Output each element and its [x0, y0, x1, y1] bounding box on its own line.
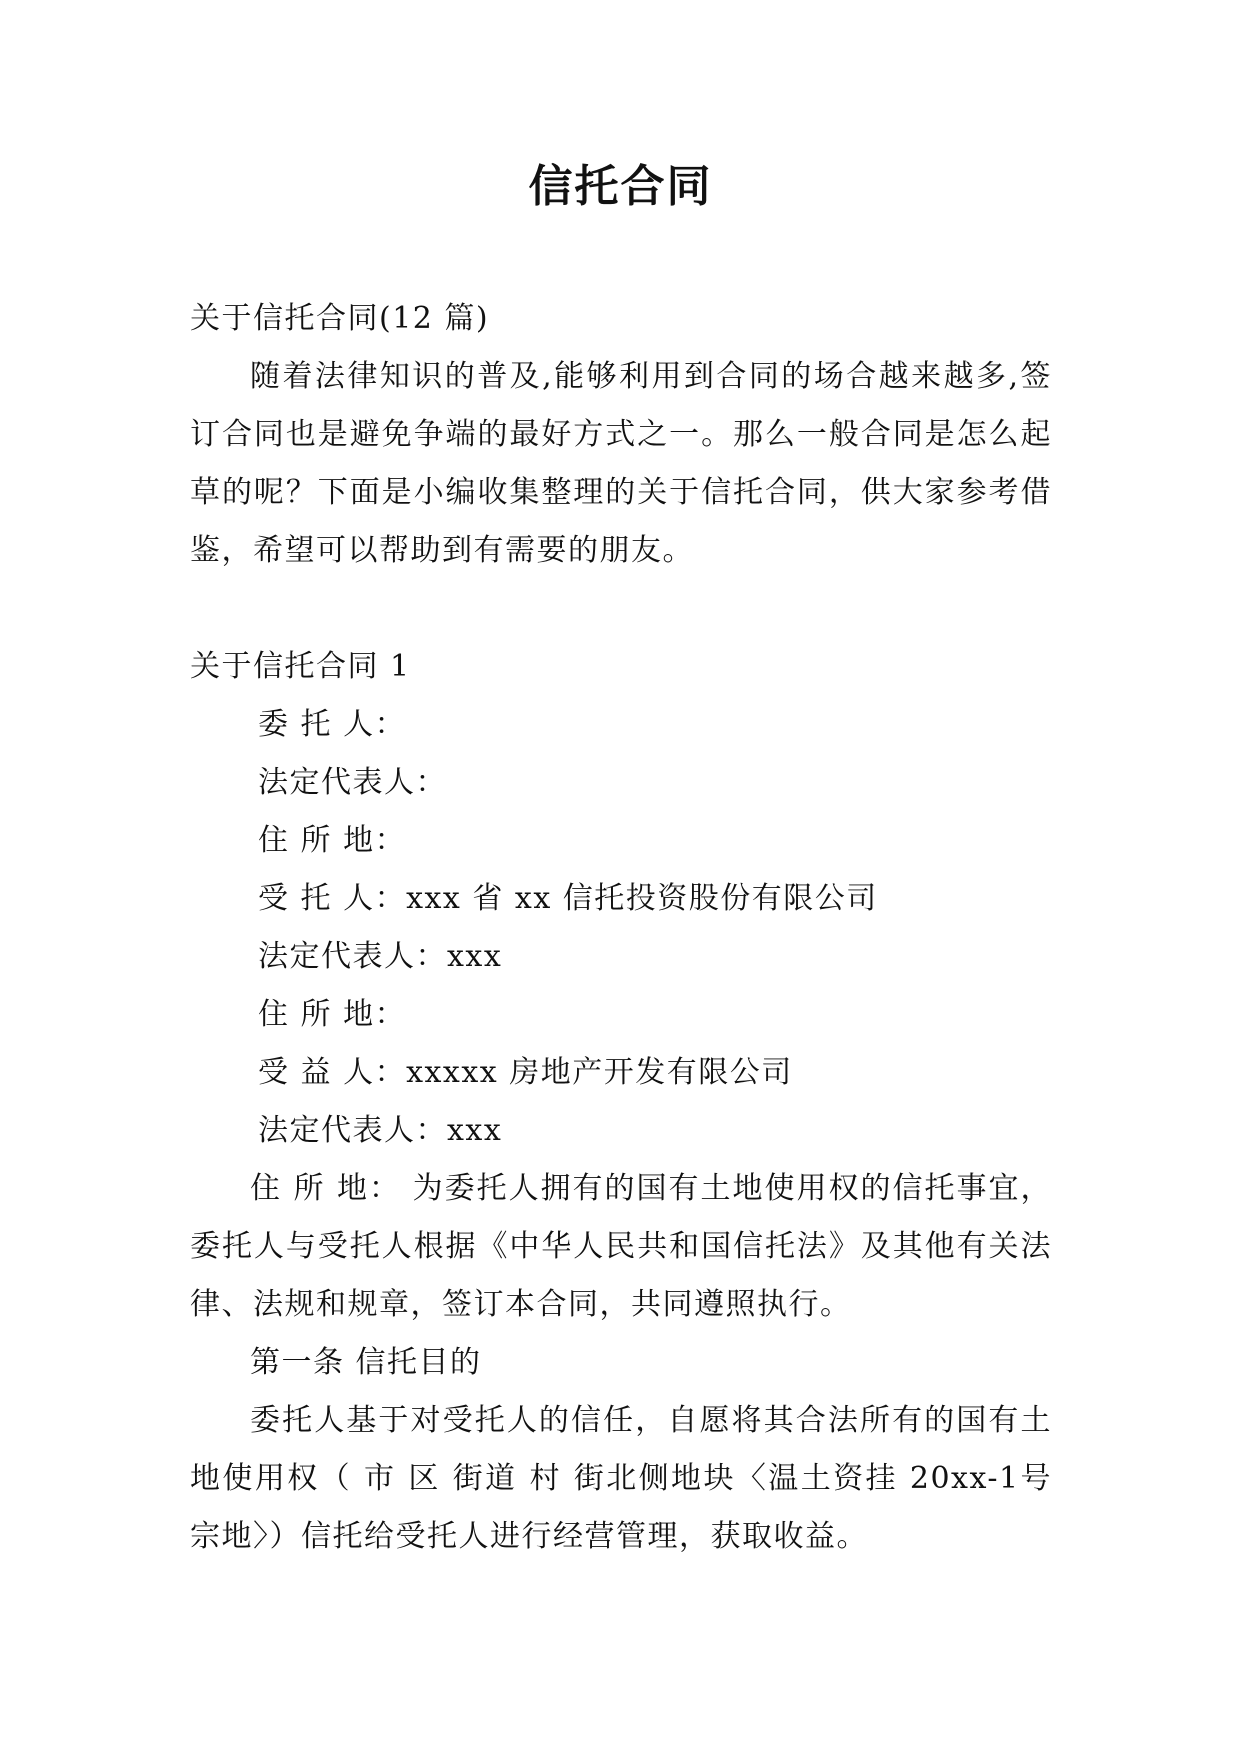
- field-beneficiary: 受 益 人：xxxxx 房地产开发有限公司: [258, 1055, 793, 1090]
- residence-paragraph: 住 所 地： 为委托人拥有的国有土地使用权的信托事宜，委托人与受托人根据《中华人民共和国信托法》及其他有关法律、法规和规章，签订本合同，共同遵照执行。: [190, 1171, 1052, 1322]
- field-trustee-representative: 法定代表人：xxx: [258, 939, 503, 974]
- field-trustee: 受 托 人：xxx 省 xx 信托投资股份有限公司: [258, 881, 878, 916]
- field-trustee-address: 住 所 地：: [258, 997, 407, 1032]
- field-principal-address: 住 所 地：: [258, 823, 407, 858]
- article-title: 第一条 信托目的: [250, 1345, 482, 1380]
- section-title: 关于信托合同 1: [190, 649, 411, 684]
- intro-paragraph: 随着法律知识的普及,能够利用到合同的场合越来越多,签订合同也是避免争端的最好方式之一。那么一般合同是怎么起草的呢？下面是小编收集整理的关于信托合同，供大家参考借鉴，希望可以帮助到有需要的朋友。: [190, 359, 1052, 568]
- field-principal-representative: 法定代表人：: [258, 765, 447, 800]
- document-body: [190, 290, 1052, 1566]
- field-principal: 委 托 人：: [258, 707, 407, 742]
- field-beneficiary-representative: 法定代表人：xxx: [258, 1113, 503, 1148]
- spacer: [190, 580, 1052, 638]
- article-1-paragraph: 委托人基于对受托人的信任，自愿将其合法所有的国有土地使用权（ 市 区 街道 村 街北侧地块〈温土资挂 20xx-1号宗地〉）信托给受托人进行经营管理，获取收益。: [190, 1403, 1052, 1554]
- document-title: 信托合同: [528, 161, 713, 212]
- collection-heading: 关于信托合同(12 篇): [190, 301, 490, 336]
